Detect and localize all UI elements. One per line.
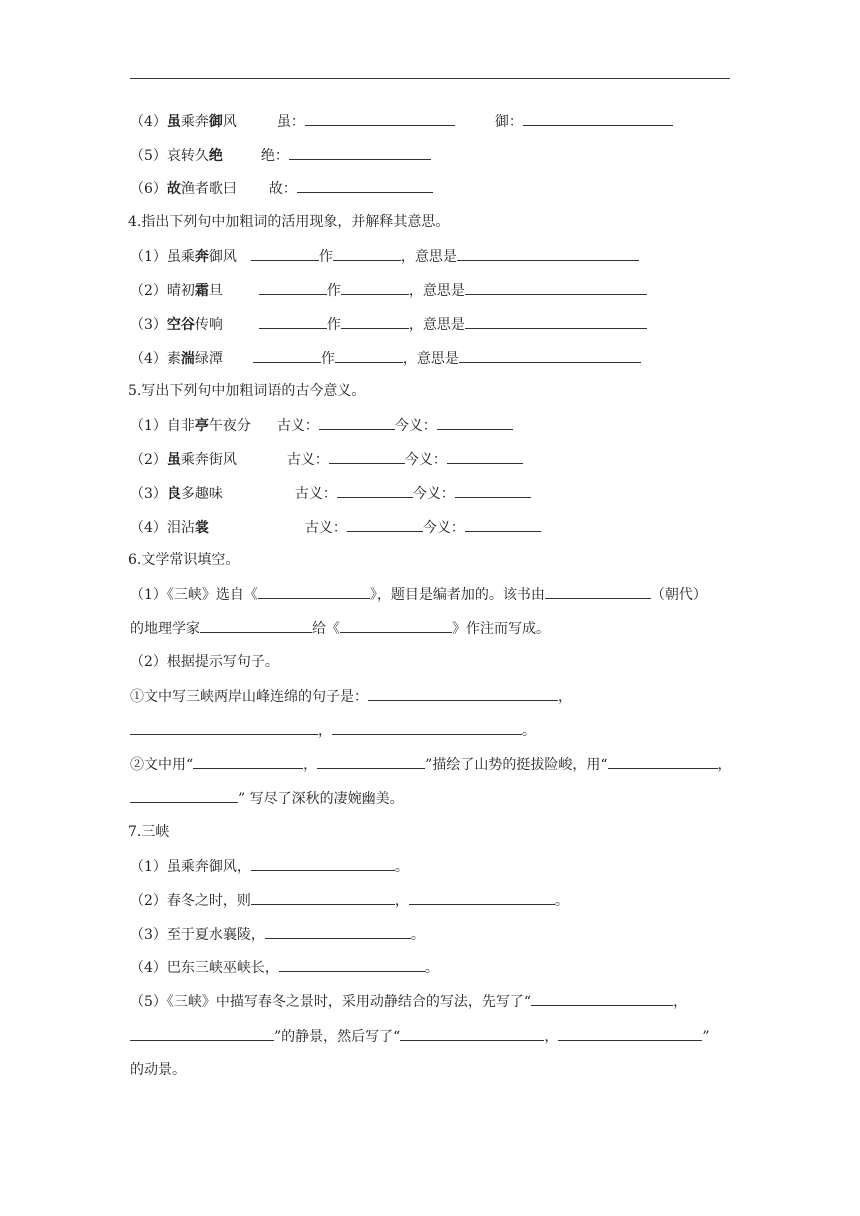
answer-blank[interactable] [455, 483, 531, 498]
answer-blank[interactable] [279, 957, 425, 972]
item-number: （4） [130, 520, 167, 536]
punctuation: ， [303, 757, 318, 773]
bold-word: 绝 [208, 148, 223, 164]
answer-blank[interactable] [608, 754, 718, 769]
bold-word: 亭 [194, 418, 209, 434]
sentence-text: 绿潭 [194, 351, 223, 367]
answer-blank[interactable] [409, 890, 555, 905]
answer-blank[interactable] [251, 246, 319, 261]
sentence-text: 》作注而写成。 [452, 621, 550, 637]
q4-item [130, 348, 641, 369]
answer-blank[interactable] [251, 856, 395, 871]
q6-line-7 [130, 788, 404, 809]
label: 今义： [394, 418, 437, 434]
label: 作 [320, 351, 335, 367]
q6-line-2 [130, 618, 550, 639]
label: ，意思是 [408, 283, 465, 299]
label: 御： [494, 114, 523, 130]
q4-item [130, 314, 647, 335]
label: 古义： [286, 452, 329, 468]
answer-blank[interactable] [465, 517, 541, 532]
punctuation: ， [318, 723, 332, 739]
answer-blank[interactable] [341, 314, 409, 329]
q7-item [130, 1026, 710, 1047]
answer-blank[interactable] [130, 1026, 274, 1041]
answer-blank[interactable] [332, 720, 522, 735]
q5-item [130, 449, 523, 470]
sentence-text: ①文中写三峡两岸山峰连绵的句子是： [130, 689, 368, 705]
label: ，意思是 [402, 351, 459, 367]
sentence-text: 乘奔街风 [180, 452, 237, 468]
sentence-text: （朝代） [650, 587, 707, 603]
answer-blank[interactable] [335, 348, 403, 363]
question-4-title: 4.指出下列句中加粗词的活用现象，并解释其意思。 [128, 214, 450, 230]
sentence-text: 乘奔 [180, 114, 209, 130]
answer-blank[interactable] [531, 991, 673, 1006]
label: 作 [318, 249, 333, 265]
sentence-text: 渔者歌曰 [180, 181, 237, 197]
answer-blank[interactable] [400, 1026, 544, 1041]
q7-item: 的动景。 [130, 1062, 186, 1078]
answer-blank[interactable] [347, 517, 423, 532]
bold-word: 良 [166, 486, 181, 502]
answer-blank[interactable] [558, 1026, 702, 1041]
sentence-text: （1）虽乘奔御风， [130, 859, 251, 875]
item-number: （3） [130, 317, 167, 333]
punctuation: ， [717, 757, 732, 773]
sentence-text: 哀转久 [166, 148, 209, 164]
answer-blank[interactable] [297, 178, 433, 193]
bold-word: 湍 [180, 351, 195, 367]
sentence-text: ”的静景，然后写了“ [274, 1029, 401, 1045]
label: 古义： [294, 486, 337, 502]
question-6-title: 6.文学常识填空。 [128, 552, 240, 568]
sentence-text: 给《 [312, 621, 340, 637]
label: 作 [326, 317, 341, 333]
punctuation: 。 [522, 723, 536, 739]
label: 今义： [412, 486, 455, 502]
item-number: （3） [130, 486, 167, 502]
q3-item-6 [130, 178, 433, 199]
sentence-text: 御风 [208, 249, 237, 265]
answer-blank[interactable] [329, 449, 405, 464]
q6-line-3: （2）根据提示写句子。 [130, 654, 279, 670]
answer-blank[interactable] [259, 314, 327, 329]
bold-word: 故 [166, 181, 181, 197]
q4-item [130, 280, 647, 301]
label: 作 [326, 283, 341, 299]
sentence-text: 午夜分 [208, 418, 251, 434]
question-5-title: 5.写出下列句中加粗词语的古今意义。 [128, 383, 366, 399]
sentence-text: ②文中用“ [130, 757, 194, 773]
answer-blank[interactable] [447, 449, 523, 464]
bold-word: 虽 [166, 114, 181, 130]
answer-blank[interactable] [337, 483, 413, 498]
label: 古义： [276, 418, 319, 434]
bold-word: 御 [208, 114, 223, 130]
punctuation: ， [394, 893, 409, 909]
bold-word: 奔 [194, 249, 209, 265]
answer-blank[interactable] [368, 686, 558, 701]
answer-blank[interactable] [251, 890, 395, 905]
item-number: （5） [130, 148, 167, 164]
item-number: （1） [130, 249, 167, 265]
answer-blank[interactable] [465, 314, 647, 329]
q7-item [130, 890, 569, 911]
q5-item [130, 415, 513, 436]
answer-blank[interactable] [523, 111, 673, 126]
sentence-text: 虽乘 [166, 249, 195, 265]
sentence-text: 风 [222, 114, 237, 130]
bold-word: 霜 [194, 283, 209, 299]
punctuation: 。 [394, 859, 409, 875]
label: 今义： [404, 452, 447, 468]
sentence-text: 泪沾 [166, 520, 195, 536]
punctuation: ， [544, 1029, 559, 1045]
q6-line-5 [130, 720, 536, 741]
q6-line-1 [130, 584, 707, 605]
sentence-text: 自非 [166, 418, 195, 434]
q3-item-4 [130, 111, 673, 132]
label: 故： [268, 181, 297, 197]
answer-blank[interactable] [289, 145, 431, 160]
answer-blank[interactable] [317, 754, 425, 769]
item-number: （2） [130, 452, 167, 468]
answer-blank[interactable] [333, 246, 401, 261]
punctuation: ， [558, 689, 572, 705]
punctuation: ” [702, 1029, 710, 1045]
answer-blank[interactable] [437, 415, 513, 430]
answer-blank[interactable] [265, 924, 411, 939]
sentence-text: 晴初 [166, 283, 195, 299]
answer-blank[interactable] [319, 415, 395, 430]
sentence-text: （2）春冬之时，则 [130, 893, 251, 909]
answer-blank[interactable] [305, 111, 455, 126]
answer-blank[interactable] [341, 280, 409, 295]
label: 虽： [276, 114, 305, 130]
sentence-text: 多趣味 [180, 486, 223, 502]
header-rule [130, 78, 730, 79]
bold-word: 虽 [166, 452, 181, 468]
sentence-text: 素 [166, 351, 181, 367]
answer-blank[interactable] [465, 280, 647, 295]
answer-blank[interactable] [130, 720, 318, 735]
q7-item [130, 991, 687, 1012]
q4-item [130, 246, 639, 267]
sentence-text: 旦 [208, 283, 223, 299]
answer-blank[interactable] [193, 754, 303, 769]
answer-blank[interactable] [459, 348, 641, 363]
q5-item [130, 483, 531, 504]
q7-item [130, 856, 409, 877]
sentence-text: 传响 [194, 317, 223, 333]
sentence-text: （3）至于夏水襄陵， [130, 927, 265, 943]
answer-blank[interactable] [259, 280, 327, 295]
bold-word: 裳 [194, 520, 209, 536]
punctuation: 。 [554, 893, 569, 909]
answer-blank[interactable] [457, 246, 639, 261]
sentence-text: 的地理学家 [130, 621, 200, 637]
label: 今义： [422, 520, 465, 536]
label: ，意思是 [400, 249, 457, 265]
label: ，意思是 [408, 317, 465, 333]
q7-item [130, 957, 439, 978]
label: 古义： [304, 520, 347, 536]
sentence-text: （4）巴东三峡巫峡长， [130, 960, 279, 976]
item-number: （1） [130, 418, 167, 434]
item-number: （2） [130, 283, 167, 299]
answer-blank[interactable] [258, 584, 370, 599]
q7-item [130, 924, 425, 945]
answer-blank[interactable] [200, 618, 312, 633]
punctuation: 。 [410, 927, 425, 943]
item-number: （4） [130, 351, 167, 367]
q3-item-5 [130, 145, 431, 166]
punctuation: 。 [424, 960, 439, 976]
sentence-text: ”描绘了山势的挺拔险峻，用“ [425, 757, 608, 773]
sentence-text: （1）《三峡》选自《 [130, 587, 258, 603]
q6-line-4 [130, 686, 572, 707]
sentence-text: 》，题目是编者加的。该书由 [369, 587, 545, 603]
question-7-title: 7.三峡 [128, 824, 170, 840]
q6-line-6 [130, 754, 732, 775]
q5-item [130, 517, 541, 538]
sentence-text: ” 写尽了深秋的凄婉幽美。 [238, 791, 404, 807]
punctuation: ， [673, 994, 688, 1010]
sentence-text: （5）《三峡》中描写春冬之景时，采用动静结合的写法，先写了“ [130, 994, 532, 1010]
answer-blank[interactable] [545, 584, 651, 599]
item-number: （4） [130, 114, 167, 130]
item-number: （6） [130, 181, 167, 197]
label: 绝： [260, 148, 289, 164]
bold-word: 空谷 [166, 317, 195, 333]
answer-blank[interactable] [130, 788, 238, 803]
answer-blank[interactable] [253, 348, 321, 363]
answer-blank[interactable] [340, 618, 452, 633]
